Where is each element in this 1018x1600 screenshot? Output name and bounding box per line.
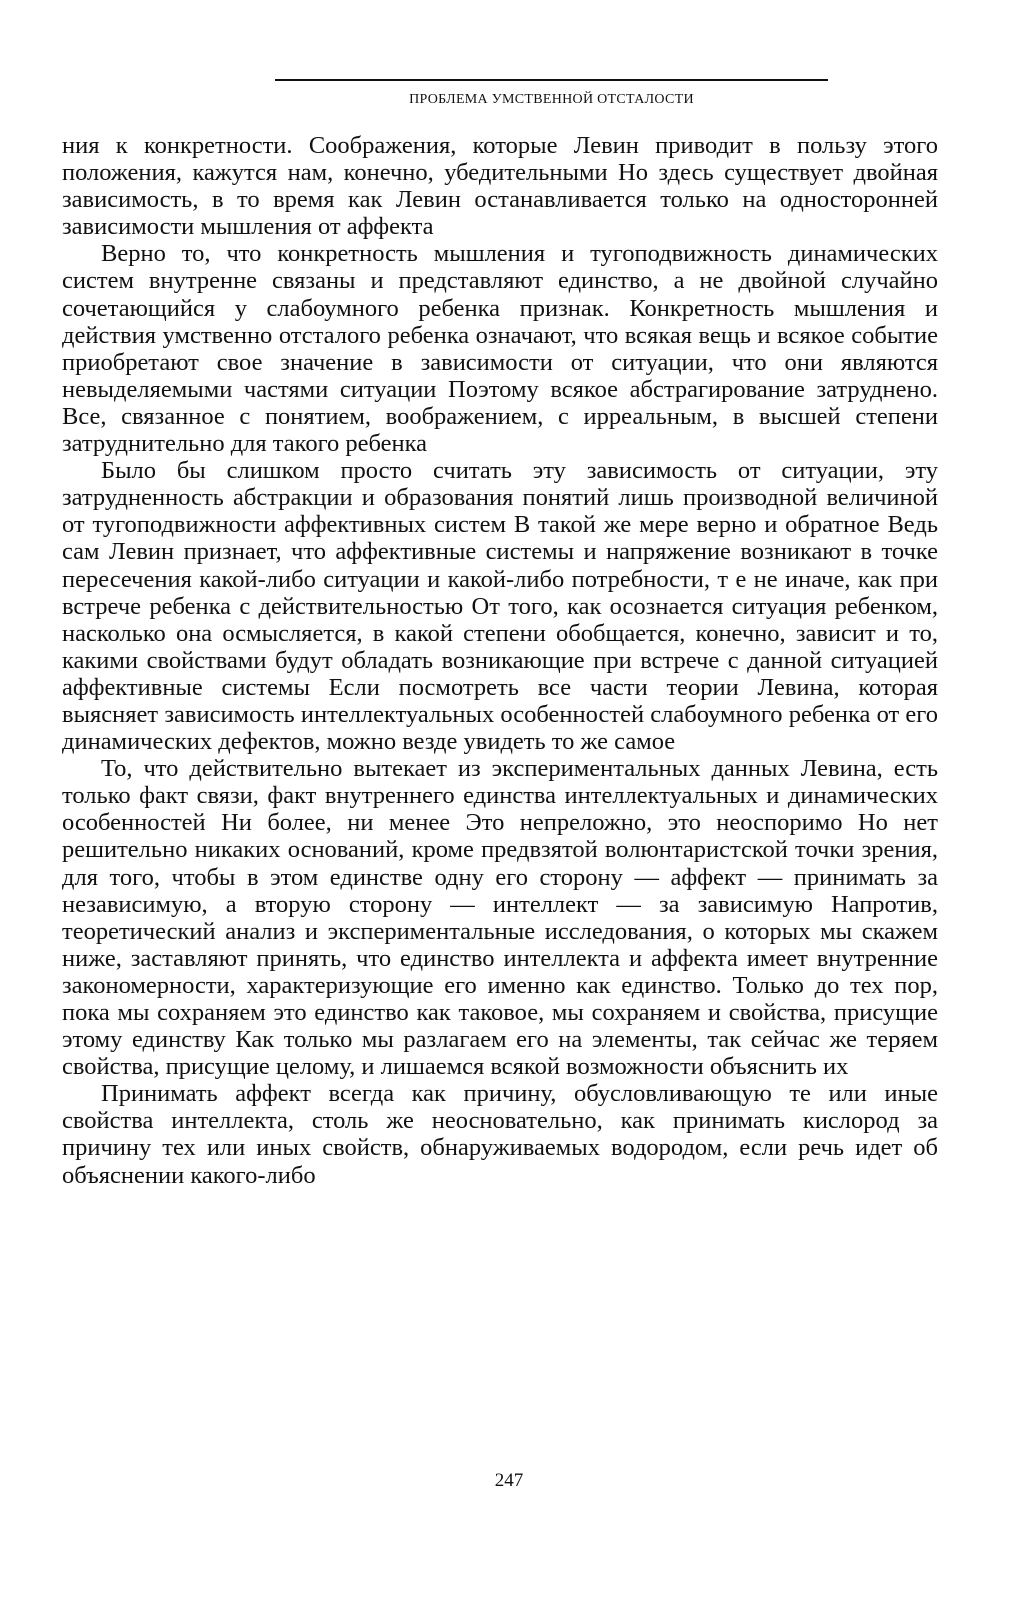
header-rule xyxy=(275,79,828,81)
page-number: 247 xyxy=(494,1470,524,1491)
paragraph-2: Верно то, что конкретность мышления и тугоподвижность динамических систем внутренне связаны и представляют единство, а не двойной случайно сочетающийся у слабоумного ребенка признак. Конкретность мышления и действия умственно отсталого ребенка означают, что всякая вещь и всякое событие приобретают свое значение в зависимости от ситуации, что они являются невыделяемыми частями ситуации Поэтому всякое абстрагирование затруднено. Все, связанное с понятием, воображением, с ирреальным, в высшей степени затруднительно для такого ребенка xyxy=(62,240,938,458)
running-title: ПРОБЛЕМА УМСТВЕННОЙ ОТСТАЛОСТИ xyxy=(409,92,694,107)
paragraph-3: Было бы слишком просто считать эту зависимость от ситуации, эту затрудненность абстракции и образования понятий лишь производной величиной от тугоподвижности аффективных систем В такой же мере верно и обратное Ведь сам Левин признает, что аффективные системы и напряжение возникают в точке пересечения какой-либо ситуации и какой-либо потребности, т е не иначе, как при встрече ребенка с действительностью От того, как осознается ситуация ребенком, насколько она осмысляется, в какой степени обобщается, конечно, зависит и то, какими свойствами будут обладать возникающие при встрече с данной ситуацией аффективные системы Если посмотреть все части теории Левина, которая выясняет зависимость интеллектуальных особенностей слабоумного ребенка от его динамических дефектов, можно везде увидеть то же самое xyxy=(62,457,938,756)
paragraph-5: Принимать аффект всегда как причину, обусловливающую те или иные свойства интеллекта, столь же неосновательно, как принимать кислород за причину тех или иных свойств, обнаруживаемых водородом, если речь идет об объяснении какого-либо xyxy=(62,1080,938,1189)
paragraph-1: ния к конкретности. Соображения, которые Левин приводит в пользу этого положения, кажутся нам, конечно, убедительными Но здесь существует двойная зависимость, в то время как Левин останавливается только на односторонней зависимости мышления от аффекта xyxy=(62,132,938,241)
paragraph-4: То, что действительно вытекает из экспериментальных данных Левина, есть только факт связи, факт внутреннего единства интеллектуальных и динамических особенностей Ни более, ни менее Это непреложно, это неоспоримо Но нет решительно никаких оснований, кроме предвзятой волюнтаристской точки зрения, для того, чтобы в этом единстве одну его сторону — аффект — принимать за независимую, а вторую сторону — интеллект — за зависимую Напротив, теоретический анализ и экспериментальные исследования, о которых мы скажем ниже, заставляют принять, что единство интеллекта и аффекта имеет внутренние закономерности, характеризующие его именно как единство. Только до тех пор, пока мы сохраняем это единство как таковое, мы сохраняем и свойства, присущие этому единству Как только мы разлагаем его на элементы, так сейчас же теряем свойства, присущие целому, и лишаемся всякой возможности объяснить их xyxy=(62,755,938,1081)
body-text xyxy=(62,132,938,1189)
